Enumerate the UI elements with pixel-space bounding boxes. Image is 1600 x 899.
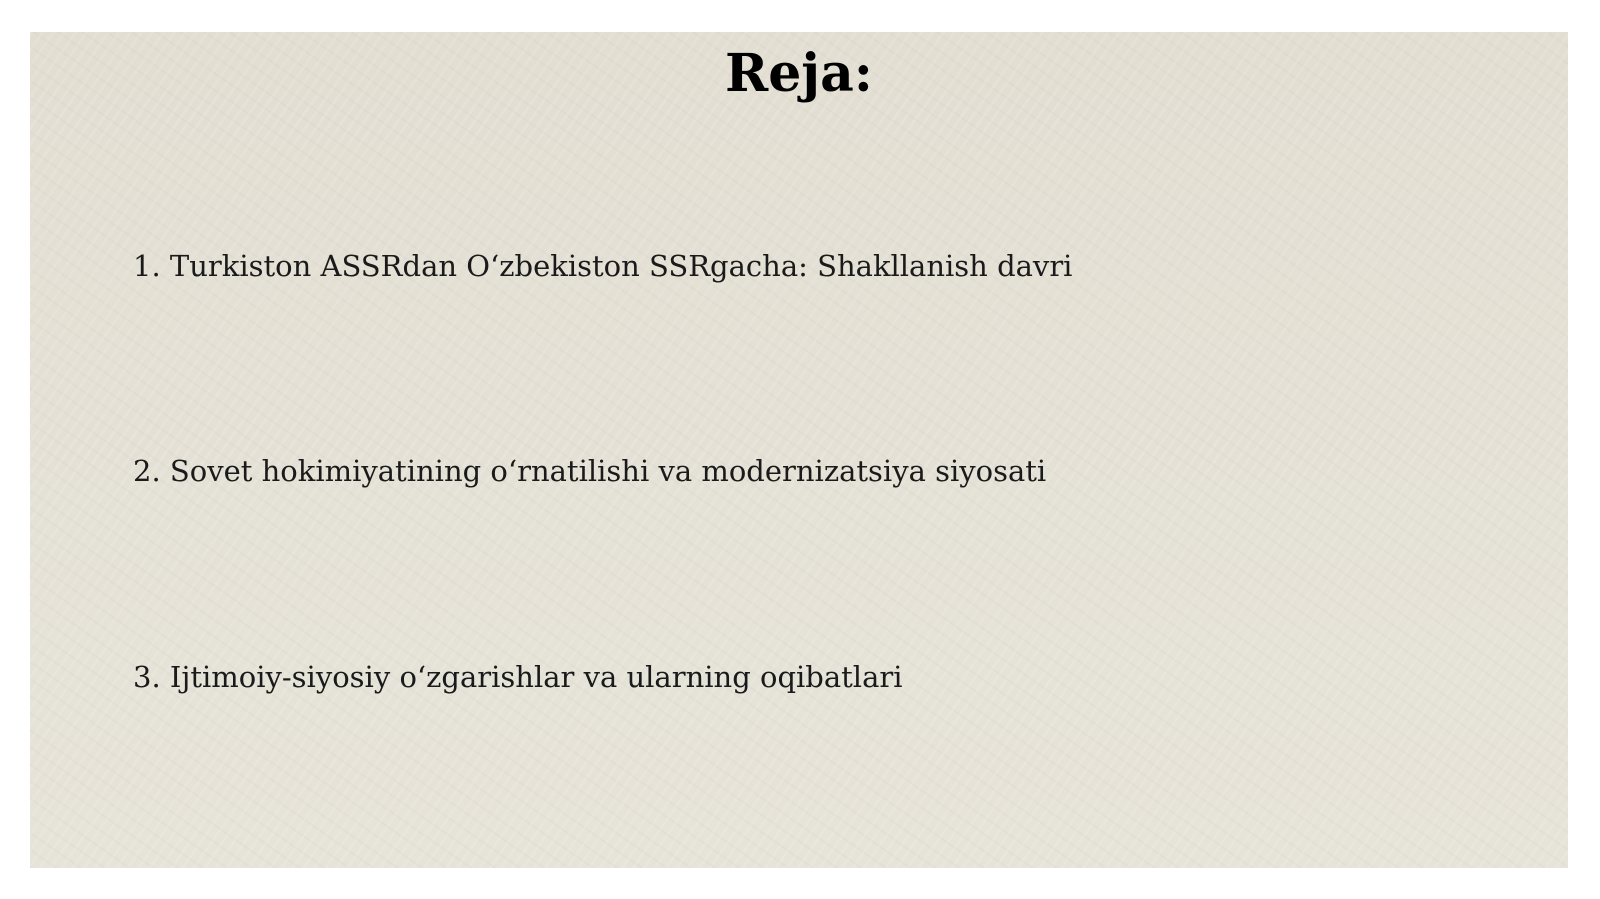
slide	[30, 32, 1568, 868]
plan-item-3: 3. Ijtimoiy-siyosiy o‘zgarishlar va ularning oqibatlari	[133, 660, 903, 694]
plan-item-1: 1. Turkiston ASSRdan O‘zbekiston SSRgacha: Shakllanish davri	[133, 249, 1073, 283]
plan-item-2: 2. Sovet hokimiyatining o‘rnatilishi va modernizatsiya siyosati	[133, 454, 1047, 488]
slide-title: Reja:	[724, 43, 873, 104]
